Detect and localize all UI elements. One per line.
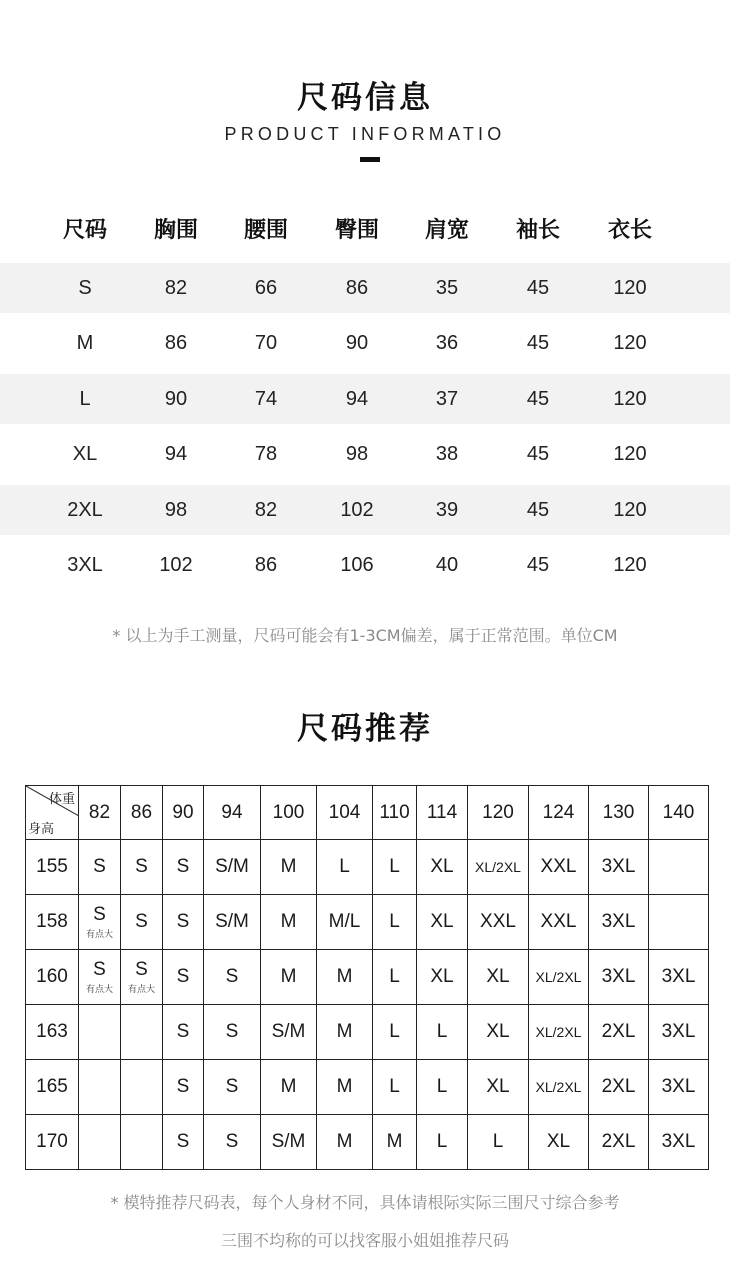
recommend-cell — [317, 895, 373, 950]
recommend-cell — [163, 895, 204, 950]
recommend-size: XL — [486, 966, 510, 987]
recommend-size: 2XL — [601, 1076, 636, 1097]
size-cell: 74 — [254, 388, 278, 410]
recommend-size: XL — [430, 911, 454, 932]
size-cell: 45 — [526, 554, 550, 576]
recommend-size: L — [389, 1021, 400, 1042]
recommend-size: S — [176, 1131, 190, 1152]
recommend-cell — [79, 1060, 121, 1115]
recommend-row — [26, 840, 709, 895]
size-cell: 3XL — [67, 554, 103, 576]
weight-header-cell: 120 — [468, 786, 529, 840]
recommend-size: XL/2XL — [535, 1024, 582, 1040]
recommend-cell — [163, 1005, 204, 1060]
size-cell: 37 — [435, 388, 459, 410]
recommend-cell — [204, 840, 261, 895]
recommend-cell — [163, 1060, 204, 1115]
corner-weight-label: 体重 — [48, 792, 75, 807]
size-table-header — [0, 206, 730, 256]
size-cell: 45 — [526, 388, 550, 410]
recommend-cell — [417, 1060, 468, 1115]
recommend-cell — [373, 840, 417, 895]
header-cell: 臀围 — [334, 218, 379, 243]
recommend-row — [26, 1060, 709, 1115]
size-cell: 39 — [435, 499, 459, 521]
recommend-size: M/L — [328, 911, 361, 932]
size-row — [0, 318, 730, 368]
size-row — [0, 374, 730, 424]
recommend-cell — [163, 950, 204, 1005]
recommend-size: S — [93, 959, 106, 980]
recommend-size: L — [389, 856, 400, 877]
recommend-cell — [204, 950, 261, 1005]
recommend-size: XXL — [480, 911, 516, 932]
recommend-cell — [204, 1115, 261, 1170]
recommend-table — [25, 785, 709, 1170]
recommend-size: M — [280, 911, 297, 932]
recommend-size: XXL — [540, 911, 577, 932]
recommend-size: XL — [486, 1021, 510, 1042]
recommend-size: S — [176, 856, 190, 877]
recommend-cell — [468, 1115, 529, 1170]
weight-header-cell: 124 — [529, 786, 589, 840]
corner-cell — [26, 786, 79, 840]
recommend-cell — [649, 1115, 709, 1170]
recommend-row — [26, 950, 709, 1005]
recommend-size: XL/2XL — [535, 1079, 582, 1095]
recommend-size: 3XL — [661, 1131, 696, 1152]
recommend-cell — [204, 895, 261, 950]
height-cell: 155 — [26, 840, 79, 895]
recommend-note-2: 三围不均称的可以找客服小姐姐推荐尺码 — [220, 1231, 509, 1250]
weight-header-cell: 94 — [204, 786, 261, 840]
recommend-cell — [468, 840, 529, 895]
size-cell: 2XL — [67, 499, 103, 521]
recommend-cell — [261, 895, 317, 950]
recommend-cell — [121, 895, 163, 950]
weight-header-cell: 104 — [317, 786, 373, 840]
recommend-cell — [121, 1060, 163, 1115]
size-cell: 120 — [613, 443, 647, 465]
recommend-cell — [317, 840, 373, 895]
recommend-cell — [121, 950, 163, 1005]
size-cell: 70 — [254, 332, 278, 354]
size-cell: 94 — [164, 443, 188, 465]
height-cell: 165 — [26, 1060, 79, 1115]
recommend-size: 3XL — [661, 1076, 696, 1097]
size-cell: 120 — [613, 554, 647, 576]
recommend-cell — [317, 1115, 373, 1170]
recommend-size: 3XL — [661, 966, 696, 987]
size-info-title: 尺码信息 — [297, 80, 433, 116]
size-row — [0, 429, 730, 479]
recommend-size: S — [176, 1021, 190, 1042]
recommend-size: XL — [546, 1131, 571, 1152]
size-cell: 40 — [435, 554, 459, 576]
size-cell: 90 — [345, 332, 369, 354]
size-cell: 45 — [526, 277, 550, 299]
size-cell: 102 — [340, 499, 374, 521]
recommend-size: 2XL — [601, 1131, 636, 1152]
recommend-row — [26, 1005, 709, 1060]
recommend-size: M — [386, 1131, 403, 1152]
size-cell: 82 — [254, 499, 278, 521]
recommend-cell — [589, 1005, 649, 1060]
recommend-title: 尺码推荐 — [297, 711, 433, 747]
recommend-size: XL/2XL — [475, 859, 521, 875]
recommend-size: M — [336, 1021, 353, 1042]
cell-note: 有点大 — [85, 930, 113, 940]
size-cell: 36 — [435, 332, 459, 354]
recommend-size: 3XL — [601, 966, 636, 987]
recommend-cell — [79, 840, 121, 895]
header-cell: 肩宽 — [424, 218, 469, 243]
weight-header-cell: 86 — [121, 786, 163, 840]
recommend-cell — [373, 1115, 417, 1170]
recommend-size: XXL — [540, 856, 577, 877]
recommend-cell — [589, 1115, 649, 1170]
recommend-size: S — [176, 911, 190, 932]
size-cell: 45 — [526, 499, 550, 521]
weight-header-cell: 130 — [589, 786, 649, 840]
size-cell: L — [79, 388, 91, 410]
height-cell: 158 — [26, 895, 79, 950]
recommend-size: M — [280, 856, 297, 877]
header-cell: 衣长 — [607, 218, 652, 243]
recommend-cell — [417, 895, 468, 950]
recommend-size: S — [135, 911, 148, 932]
recommend-size: 3XL — [661, 1021, 696, 1042]
recommend-cell — [261, 1005, 317, 1060]
header-cell: 袖长 — [515, 218, 560, 243]
recommend-cell — [121, 1005, 163, 1060]
recommend-cell — [589, 950, 649, 1005]
recommend-size: S — [176, 966, 190, 987]
recommend-cell — [529, 1115, 589, 1170]
header-cell: 尺码 — [62, 218, 107, 243]
recommend-cell — [417, 1005, 468, 1060]
recommend-size: XL — [430, 966, 454, 987]
recommend-cell — [373, 950, 417, 1005]
recommend-cell — [589, 840, 649, 895]
recommend-size: L — [492, 1131, 504, 1152]
recommend-size: S — [135, 856, 148, 877]
header-cell: 胸围 — [153, 218, 198, 243]
size-cell: 120 — [613, 499, 647, 521]
recommend-cell — [121, 840, 163, 895]
recommend-cell — [373, 1005, 417, 1060]
recommend-size: L — [389, 1076, 400, 1097]
recommend-cell — [529, 1005, 589, 1060]
recommend-cell — [163, 1115, 204, 1170]
recommend-cell — [649, 840, 709, 895]
recommend-cell — [649, 895, 709, 950]
size-cell: S — [78, 277, 92, 299]
recommend-cell — [529, 950, 589, 1005]
recommend-cell — [79, 1115, 121, 1170]
recommend-cell — [317, 1060, 373, 1115]
size-cell: 78 — [254, 443, 278, 465]
recommend-size: L — [436, 1076, 448, 1097]
size-cell: 86 — [164, 332, 188, 354]
recommend-size: S/M — [215, 856, 249, 877]
weight-header-cell: 114 — [417, 786, 468, 840]
recommend-size: S — [225, 1131, 239, 1152]
height-cell: 170 — [26, 1115, 79, 1170]
weight-header-cell: 100 — [261, 786, 317, 840]
size-cell: 35 — [435, 277, 459, 299]
recommend-size: S — [225, 966, 239, 987]
recommend-size: S — [176, 1076, 190, 1097]
height-cell: 163 — [26, 1005, 79, 1060]
recommend-size: XL/2XL — [535, 969, 582, 985]
size-cell: XL — [72, 443, 98, 465]
header-cell: 腰围 — [243, 218, 288, 243]
size-cell: 86 — [345, 277, 369, 299]
recommend-cell — [417, 840, 468, 895]
recommend-cell — [261, 840, 317, 895]
recommend-size: S/M — [271, 1021, 306, 1042]
size-cell: 82 — [164, 277, 188, 299]
recommend-size: S — [93, 856, 106, 877]
size-cell: M — [76, 332, 94, 354]
recommend-size: M — [336, 1131, 353, 1152]
recommend-cell — [317, 950, 373, 1005]
recommend-cell — [589, 1060, 649, 1115]
recommend-size: XL — [430, 856, 454, 877]
size-cell: 66 — [254, 277, 278, 299]
recommend-cell — [204, 1060, 261, 1115]
recommend-size: 2XL — [601, 1021, 636, 1042]
recommend-cell — [468, 895, 529, 950]
recommend-cell — [468, 950, 529, 1005]
size-row — [0, 263, 730, 313]
weight-header-cell: 82 — [79, 786, 121, 840]
size-cell: 120 — [613, 388, 647, 410]
size-cell: 90 — [164, 388, 188, 410]
height-cell: 160 — [26, 950, 79, 1005]
weight-header-cell: 140 — [649, 786, 709, 840]
recommend-size: S — [225, 1021, 239, 1042]
size-info-subtitle: PRODUCT INFORMATIO — [224, 124, 506, 144]
recommend-row — [26, 1115, 709, 1170]
size-cell: 98 — [345, 443, 369, 465]
recommend-size: S — [135, 959, 148, 980]
recommend-cell — [121, 1115, 163, 1170]
recommend-cell — [589, 895, 649, 950]
recommend-row — [26, 895, 709, 950]
weight-header-cell: 110 — [373, 786, 417, 840]
corner-height-label: 身高 — [28, 822, 55, 837]
recommend-cell — [468, 1060, 529, 1115]
size-cell: 45 — [526, 443, 550, 465]
size-info-note: * 以上为手工测量，尺码可能会有1-3CM偏差，属于正常范围。单位CM — [112, 626, 618, 645]
recommend-cell — [649, 950, 709, 1005]
weight-header-cell: 90 — [163, 786, 204, 840]
recommend-size: L — [436, 1021, 448, 1042]
recommend-cell — [468, 1005, 529, 1060]
recommend-size: 3XL — [601, 911, 636, 932]
recommend-cell — [373, 895, 417, 950]
size-cell: 120 — [613, 332, 647, 354]
recommend-size: 3XL — [601, 856, 636, 877]
recommend-cell — [261, 1060, 317, 1115]
size-cell: 94 — [345, 388, 369, 410]
recommend-cell — [79, 950, 121, 1005]
recommend-cell — [79, 1005, 121, 1060]
size-cell: 102 — [159, 554, 193, 576]
recommend-cell — [163, 840, 204, 895]
recommend-size: L — [436, 1131, 448, 1152]
size-cell: 38 — [435, 443, 459, 465]
recommend-size: S — [225, 1076, 239, 1097]
recommend-cell — [529, 895, 589, 950]
recommend-note-1: * 模特推荐尺码表，每个人身材不同，具体请根际实际三围尺寸综合参考 — [110, 1193, 620, 1212]
recommend-size: S/M — [215, 911, 249, 932]
recommend-size: S — [93, 904, 106, 925]
size-cell: 86 — [254, 554, 278, 576]
recommend-size: M — [336, 966, 353, 987]
recommend-size: L — [389, 911, 400, 932]
recommend-size: S/M — [271, 1131, 306, 1152]
recommend-cell — [317, 1005, 373, 1060]
recommend-size: L — [339, 856, 350, 877]
recommend-size: M — [280, 1076, 297, 1097]
recommend-size: M — [280, 966, 297, 987]
recommend-cell — [529, 840, 589, 895]
size-row — [0, 485, 730, 535]
recommend-cell — [79, 895, 121, 950]
size-row — [0, 540, 730, 590]
title-divider — [360, 157, 380, 162]
recommend-size: XL — [486, 1076, 510, 1097]
recommend-size: L — [389, 966, 400, 987]
recommend-cell — [417, 1115, 468, 1170]
size-cell: 98 — [164, 499, 188, 521]
recommend-cell — [529, 1060, 589, 1115]
size-cell: 45 — [526, 332, 550, 354]
size-cell: 120 — [613, 277, 647, 299]
recommend-cell — [649, 1005, 709, 1060]
recommend-cell — [261, 1115, 317, 1170]
recommend-cell — [261, 950, 317, 1005]
recommend-cell — [417, 950, 468, 1005]
recommend-cell — [649, 1060, 709, 1115]
cell-note: 有点大 — [127, 985, 155, 995]
size-cell: 106 — [340, 554, 374, 576]
recommend-size: M — [336, 1076, 353, 1097]
recommend-cell — [204, 1005, 261, 1060]
recommend-cell — [373, 1060, 417, 1115]
cell-note: 有点大 — [85, 985, 113, 995]
